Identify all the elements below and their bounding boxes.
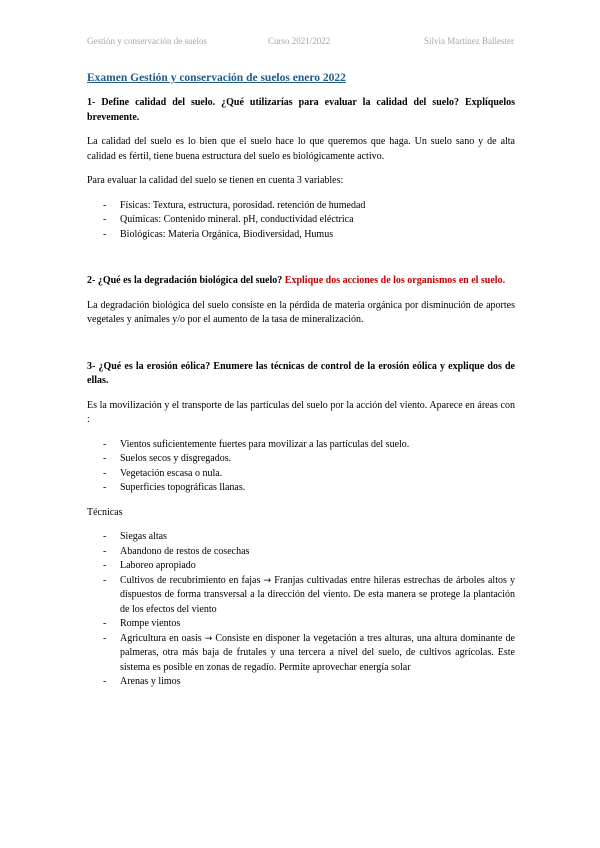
list-item — [87, 632, 515, 676]
header-course-name: Gestión y conservación de suelos — [87, 36, 207, 46]
list-item: - Suelos secos y disgregados. — [87, 452, 515, 467]
answer-1-paragraph-2: Para evaluar la calidad del suelo se tienen en cuenta 3 variables: — [87, 175, 344, 186]
right-arrow-icon: → — [263, 575, 272, 586]
question-2-text: 2- ¿Qué es la degradación biológica del suelo? — [87, 275, 283, 286]
answer-2-paragraph: La degradación biológica del suelo consiste en la pérdida de materia orgánica por disminución de aportes vegetales y animales y/o por el aumento de la tasa de mineralización. — [87, 299, 515, 325]
answer-3-paragraph: Es la movilización y el transporte de las partículas del suelo por la acción del viento. Aparece en áreas con : — [87, 399, 515, 425]
document-body — [87, 70, 515, 700]
techniques-list — [87, 530, 515, 690]
question-2 — [87, 274, 515, 289]
list-item: - Abandono de restos de cosechas — [87, 545, 515, 560]
header-author: Silvia Martínez Ballester — [424, 36, 514, 46]
technique-name: Agricultura en oasis — [120, 632, 202, 644]
techniques-label: Técnicas — [87, 506, 123, 518]
header-academic-year: Curso 2021/2022 — [268, 36, 331, 46]
technique-description: Franjas cultivadas entre hileras estrechas de árboles altos y dispuestos de forma transversal a la dirección del viento. De esta manera se protege la plantación de los efectos del viento — [120, 574, 516, 615]
quality-variables-list — [87, 199, 515, 243]
list-item: - Rompe vientos — [87, 617, 515, 632]
question-1: 1- Define calidad del suelo. ¿Qué utilizarías para evaluar la calidad del suelo? Explíquelos brevemente. — [87, 97, 515, 123]
list-item: - Arenas y limos — [87, 675, 515, 690]
list-item: - Siegas altas — [87, 530, 515, 545]
technique-description: Consiste en disponer la vegetación a tres alturas, una altura dominante de palmeras, otra más baja de frutales y una tercera a nivel del suelo, de cultivos agrícolas. Este sistema es posible en zonas de regadío. Permite aprovechar energía solar — [120, 632, 515, 673]
list-item: - Químicas: Contenido mineral. pH, conductividad eléctrica — [87, 213, 515, 228]
list-item: - Laboreo apropiado — [87, 559, 515, 574]
question-2-highlighted-text: Explique dos acciones de los organismos en el suelo. — [284, 275, 506, 286]
exam-title: Examen Gestión y conservación de suelos enero 2022 — [87, 72, 346, 84]
question-3: 3- ¿Qué es la erosión eólica? Enumere las técnicas de control de la erosión eólica y explique dos de ellas. — [87, 360, 515, 386]
list-item: - Biológicas: Materia Orgánica, Biodiversidad, Humus — [87, 228, 515, 243]
technique-name: Cultivos de recubrimiento en fajas — [120, 574, 261, 586]
list-item: - Superficies topográficas llanas. — [87, 481, 515, 496]
list-item — [87, 574, 515, 618]
erosion-conditions-list — [87, 438, 515, 496]
right-arrow-icon: → — [204, 633, 213, 644]
list-item: - Físicas: Textura, estructura, porosidad. retención de humedad — [87, 199, 515, 214]
answer-1-paragraph-1: La calidad del suelo es lo bien que el suelo hace lo que queremos que haga. Un suelo sano y de alta calidad es fértil, tiene buena estructura del suelo es biológicamente activo. — [87, 136, 515, 162]
list-item: - Vegetación escasa o nula. — [87, 467, 515, 482]
list-item: - Vientos suficientemente fuertes para movilizar a las partículas del suelo. — [87, 438, 515, 453]
page-header — [0, 36, 600, 50]
